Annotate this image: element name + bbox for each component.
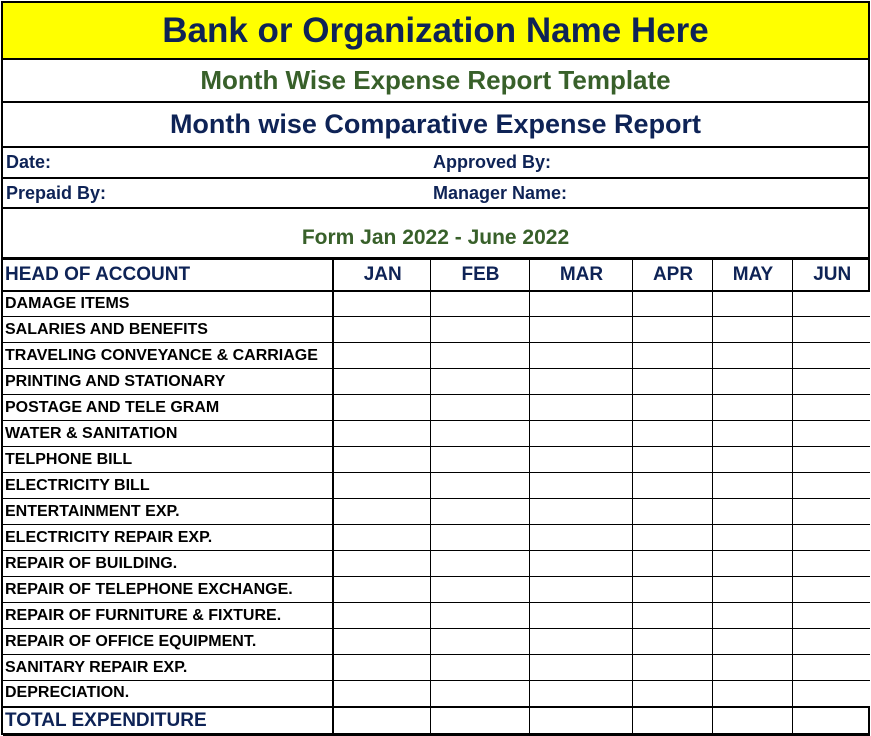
report-period: Form Jan 2022 - June 2022 <box>301 226 570 249</box>
account-head-label: TELPHONE BILL <box>3 447 333 473</box>
amount-cell-jan[interactable] <box>333 447 430 473</box>
table-row <box>3 577 870 603</box>
amount-cell-jun[interactable] <box>792 577 870 603</box>
month-header-feb: FEB <box>430 260 529 291</box>
amount-cell-apr[interactable] <box>632 369 712 395</box>
amount-cell-jan[interactable] <box>333 577 430 603</box>
amount-cell-may[interactable] <box>712 395 792 421</box>
template-title: Month Wise Expense Report Template <box>200 65 671 95</box>
table-row <box>3 681 870 707</box>
amount-cell-may[interactable] <box>712 317 792 343</box>
amount-cell-jun[interactable] <box>792 343 870 369</box>
amount-cell-feb[interactable] <box>430 577 529 603</box>
amount-cell-mar[interactable] <box>529 369 632 395</box>
account-head-label: REPAIR OF TELEPHONE EXCHANGE. <box>3 577 333 603</box>
amount-cell-may[interactable] <box>712 525 792 551</box>
amount-cell-may[interactable] <box>712 551 792 577</box>
amount-cell-mar[interactable] <box>529 343 632 369</box>
amount-cell-feb[interactable] <box>430 291 529 317</box>
table-row <box>3 525 870 551</box>
amount-cell-jan[interactable] <box>333 317 430 343</box>
expense-report-sheet <box>1 1 870 735</box>
amount-cell-apr[interactable] <box>632 603 712 629</box>
amount-cell-feb[interactable] <box>430 343 529 369</box>
amount-cell-jun[interactable] <box>792 395 870 421</box>
amount-cell-mar[interactable] <box>529 317 632 343</box>
account-head-label: REPAIR OF BUILDING. <box>3 551 333 577</box>
amount-cell-mar[interactable] <box>529 499 632 525</box>
table-row <box>3 551 870 577</box>
table-header-row <box>3 260 870 291</box>
total-cell-may[interactable] <box>712 707 792 736</box>
amount-cell-jan[interactable] <box>333 395 430 421</box>
amount-cell-feb[interactable] <box>430 603 529 629</box>
amount-cell-apr[interactable] <box>632 343 712 369</box>
organization-name: Bank or Organization Name Here <box>162 10 709 50</box>
amount-cell-may[interactable] <box>712 421 792 447</box>
total-cell-apr[interactable] <box>632 707 712 736</box>
table-row <box>3 473 870 499</box>
amount-cell-jan[interactable] <box>333 681 430 707</box>
total-row <box>3 707 870 736</box>
amount-cell-apr[interactable] <box>632 421 712 447</box>
total-cell-jun[interactable] <box>792 707 870 736</box>
account-head-label: WATER & SANITATION <box>3 421 333 447</box>
amount-cell-feb[interactable] <box>430 499 529 525</box>
amount-cell-mar[interactable] <box>529 577 632 603</box>
amount-cell-jun[interactable] <box>792 291 870 317</box>
account-head-label: DAMAGE ITEMS <box>3 291 333 317</box>
report-title: Month wise Comparative Expense Report <box>169 109 702 139</box>
total-expenditure-label: TOTAL EXPENDITURE <box>3 707 333 736</box>
amount-cell-jan[interactable] <box>333 655 430 681</box>
amount-cell-may[interactable] <box>712 655 792 681</box>
amount-cell-mar[interactable] <box>529 681 632 707</box>
account-head-label: DEPRECIATION. <box>3 681 333 707</box>
account-head-label: REPAIR OF FURNITURE & FIXTURE. <box>3 603 333 629</box>
amount-cell-apr[interactable] <box>632 629 712 655</box>
amount-cell-apr[interactable] <box>632 473 712 499</box>
amount-cell-mar[interactable] <box>529 421 632 447</box>
amount-cell-may[interactable] <box>712 447 792 473</box>
amount-cell-jun[interactable] <box>792 681 870 707</box>
total-cell-feb[interactable] <box>430 707 529 736</box>
amount-cell-apr[interactable] <box>632 681 712 707</box>
template-title-row <box>3 60 868 103</box>
table-row <box>3 629 870 655</box>
amount-cell-jan[interactable] <box>333 629 430 655</box>
prepaid-by-label: Prepaid By: <box>6 183 107 203</box>
amount-cell-may[interactable] <box>712 369 792 395</box>
expense-table <box>3 259 870 736</box>
amount-cell-jan[interactable] <box>333 343 430 369</box>
amount-cell-jan[interactable] <box>333 421 430 447</box>
amount-cell-apr[interactable] <box>632 447 712 473</box>
amount-cell-jun[interactable] <box>792 551 870 577</box>
amount-cell-jun[interactable] <box>792 447 870 473</box>
approved-by-label: Approved By: <box>433 152 552 172</box>
amount-cell-may[interactable] <box>712 577 792 603</box>
amount-cell-jan[interactable] <box>333 603 430 629</box>
amount-cell-feb[interactable] <box>430 551 529 577</box>
table-row <box>3 395 870 421</box>
amount-cell-feb[interactable] <box>430 525 529 551</box>
table-row <box>3 291 870 317</box>
table-row <box>3 655 870 681</box>
amount-cell-jun[interactable] <box>792 473 870 499</box>
amount-cell-mar[interactable] <box>529 473 632 499</box>
organization-banner <box>3 3 868 60</box>
account-head-label: SALARIES AND BENEFITS <box>3 317 333 343</box>
account-head-label: REPAIR OF OFFICE EQUIPMENT. <box>3 629 333 655</box>
month-header-may: MAY <box>712 260 792 291</box>
prepaid-manager-row <box>3 179 868 209</box>
amount-cell-apr[interactable] <box>632 395 712 421</box>
amount-cell-mar[interactable] <box>529 525 632 551</box>
period-row <box>3 209 868 259</box>
amount-cell-may[interactable] <box>712 473 792 499</box>
amount-cell-may[interactable] <box>712 343 792 369</box>
account-head-label: SANITARY REPAIR EXP. <box>3 655 333 681</box>
month-header-apr: APR <box>632 260 712 291</box>
account-head-label: PRINTING AND STATIONARY <box>3 369 333 395</box>
amount-cell-feb[interactable] <box>430 655 529 681</box>
account-head-label: POSTAGE AND TELE GRAM <box>3 395 333 421</box>
amount-cell-jun[interactable] <box>792 655 870 681</box>
table-row <box>3 343 870 369</box>
month-header-mar: MAR <box>529 260 632 291</box>
total-cell-mar[interactable] <box>529 707 632 736</box>
amount-cell-may[interactable] <box>712 629 792 655</box>
date-approved-row <box>3 148 868 179</box>
amount-cell-jan[interactable] <box>333 291 430 317</box>
amount-cell-jun[interactable] <box>792 499 870 525</box>
amount-cell-jan[interactable] <box>333 369 430 395</box>
amount-cell-may[interactable] <box>712 291 792 317</box>
amount-cell-jan[interactable] <box>333 551 430 577</box>
total-cell-jan[interactable] <box>333 707 430 736</box>
amount-cell-mar[interactable] <box>529 655 632 681</box>
amount-cell-may[interactable] <box>712 681 792 707</box>
amount-cell-apr[interactable] <box>632 577 712 603</box>
amount-cell-jun[interactable] <box>792 317 870 343</box>
amount-cell-feb[interactable] <box>430 473 529 499</box>
amount-cell-apr[interactable] <box>632 317 712 343</box>
account-head-label: ELECTRICITY BILL <box>3 473 333 499</box>
table-row <box>3 447 870 473</box>
table-row <box>3 499 870 525</box>
table-body <box>3 291 870 707</box>
amount-cell-feb[interactable] <box>430 681 529 707</box>
amount-cell-jun[interactable] <box>792 369 870 395</box>
amount-cell-feb[interactable] <box>430 369 529 395</box>
amount-cell-apr[interactable] <box>632 291 712 317</box>
amount-cell-apr[interactable] <box>632 499 712 525</box>
amount-cell-jun[interactable] <box>792 525 870 551</box>
account-head-label: ELECTRICITY REPAIR EXP. <box>3 525 333 551</box>
amount-cell-may[interactable] <box>712 603 792 629</box>
amount-cell-apr[interactable] <box>632 655 712 681</box>
amount-cell-mar[interactable] <box>529 603 632 629</box>
account-head-label: TRAVELING CONVEYANCE & CARRIAGE <box>3 343 333 369</box>
amount-cell-apr[interactable] <box>632 525 712 551</box>
amount-cell-mar[interactable] <box>529 291 632 317</box>
table-row <box>3 369 870 395</box>
amount-cell-jun[interactable] <box>792 603 870 629</box>
month-header-jun: JUN <box>792 260 870 291</box>
month-header-jan: JAN <box>333 260 430 291</box>
amount-cell-jun[interactable] <box>792 421 870 447</box>
amount-cell-jan[interactable] <box>333 499 430 525</box>
amount-cell-mar[interactable] <box>529 629 632 655</box>
amount-cell-jan[interactable] <box>333 473 430 499</box>
amount-cell-mar[interactable] <box>529 551 632 577</box>
table-row <box>3 603 870 629</box>
report-title-row <box>3 103 868 148</box>
table-row <box>3 421 870 447</box>
amount-cell-jun[interactable] <box>792 629 870 655</box>
amount-cell-feb[interactable] <box>430 421 529 447</box>
amount-cell-mar[interactable] <box>529 395 632 421</box>
amount-cell-feb[interactable] <box>430 317 529 343</box>
amount-cell-apr[interactable] <box>632 551 712 577</box>
amount-cell-feb[interactable] <box>430 395 529 421</box>
amount-cell-mar[interactable] <box>529 447 632 473</box>
date-label: Date: <box>6 152 52 172</box>
manager-name-label: Manager Name: <box>433 183 568 203</box>
account-head-label: ENTERTAINMENT EXP. <box>3 499 333 525</box>
table-row <box>3 317 870 343</box>
amount-cell-may[interactable] <box>712 499 792 525</box>
amount-cell-jan[interactable] <box>333 525 430 551</box>
head-of-account-header: HEAD OF ACCOUNT <box>3 260 333 291</box>
amount-cell-feb[interactable] <box>430 629 529 655</box>
amount-cell-feb[interactable] <box>430 447 529 473</box>
